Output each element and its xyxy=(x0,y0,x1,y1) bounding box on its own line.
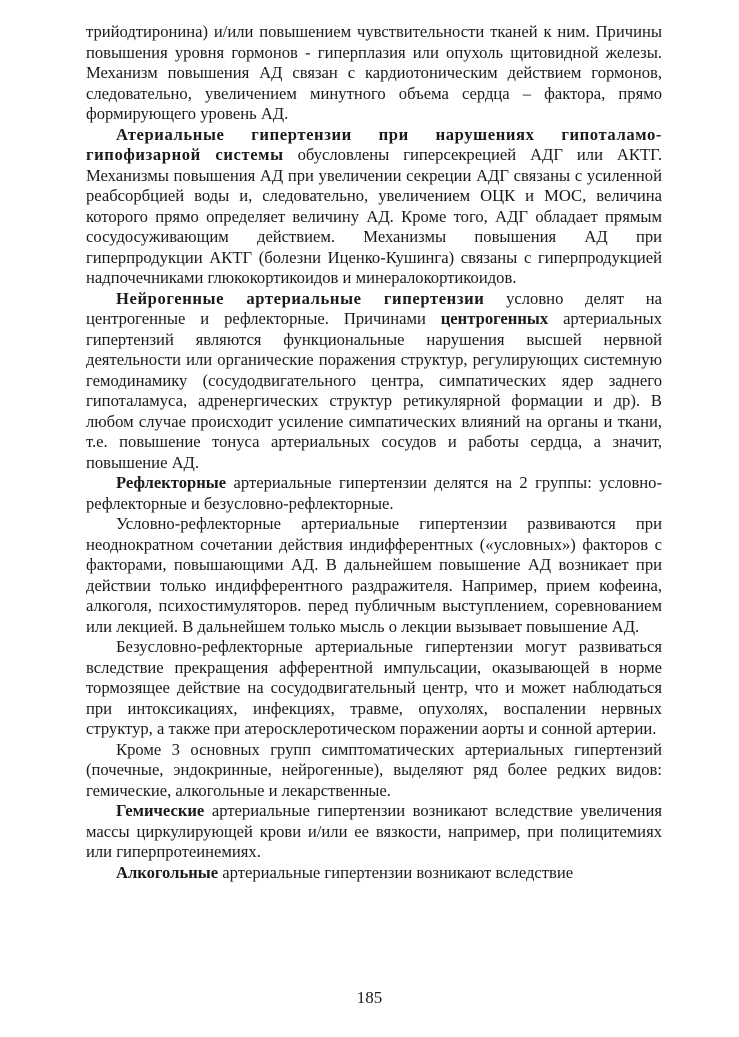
paragraph-text: артериальные гипертензии возникают вследствие xyxy=(218,862,574,882)
term-alcoholic: Алкогольные xyxy=(116,862,219,882)
term-reflex: Рефлекторные xyxy=(116,473,227,492)
paragraph-neurogenic xyxy=(86,289,662,474)
paragraph-unconditioned-reflex xyxy=(86,637,662,740)
paragraph-text: артериальные гипертензии возникают вследствие увеличения массы циркулирующей крови и/или ее вязкости, например, при полицитемиях или гиперпротеинемиях. xyxy=(86,801,662,861)
paragraph-text: условно делят на центрогенные и рефлекторные. Причинами xyxy=(86,288,662,328)
paragraph-hemic xyxy=(86,801,662,863)
paragraph-text: обусловлены гиперсекрецией АДГ или АКТГ. Механизмы повышения АД при увеличении секреции АДГ связаны с усиленной реабсорбцией воды и, следовательно, увеличением ОЦК и МОС, величина которого прямо определяет величину АД. Кроме того, АДГ обладает прямым сосудосуживающим действием. Механизмы повышения АД при гиперпродукции АКТГ (болезни Иценко-Кушинга) связаны с гиперпродукцией надпочечниками глюкокортикоидов и минералокортикоидов. xyxy=(86,145,662,287)
term-hemic: Гемические xyxy=(116,801,205,820)
term-centrogenic: центрогенных xyxy=(440,309,549,328)
paragraph-text: трийодтиронина) и/или повышением чувствительности тканей к ним. Причины повышения уровня гормонов - гиперплазия или опухоль щитовидной железы. Механизм повышения АД связан с кардиотоническим действием гормонов, следовательно, увеличением минутного объема сердца – фактора, прямо формирующего уровень АД. xyxy=(86,22,662,123)
paragraph-thyroid-continuation xyxy=(86,22,662,125)
page-number: 185 xyxy=(356,988,383,1007)
paragraph-text: Условно-рефлекторные артериальные гипертензии развиваются при неоднократном сочетании действия индифферентных («условных») факторов с факторами, повышающими АД. В дальнейшем повышение АД возникает при действии только индифферентного раздражителя. Например, прием кофеина, алкоголя, психостимуляторов. перед публичным выступлением, соревнованием или лекцией. В дальнейшем только мысль о лекции вызывает повышение АД. xyxy=(86,514,662,636)
paragraph-conditioned-reflex xyxy=(86,514,662,637)
paragraph-text: артериальные гипертензии делятся на 2 группы: условно-рефлекторные и безусловно-рефлекторные. xyxy=(86,473,662,513)
paragraph-text: Безусловно-рефлекторные артериальные гипертензии могут развиваться вследствие прекращения афферентной импульсации, оказывающей в норме тормозящее действие на сосудодвигательный центр, что и может наблюдаться при интоксикациях, инфекциях, травме, опухолях, воспалении нервных структур, а также при атеросклеротическом поражении аорты и сонной артерии. xyxy=(86,637,662,738)
paragraph-alcoholic xyxy=(86,863,662,884)
document-page xyxy=(86,22,662,883)
term-hypothalamic-hypertension: Атериальные гипертензии при нарушениях гипоталамо-гипофизарной системы xyxy=(86,124,662,164)
paragraph-hypothalamic xyxy=(86,125,662,289)
term-neurogenic-hypertension: Нейрогенные артериальные гипертензии xyxy=(116,288,485,308)
paragraph-text: Кроме 3 основных групп симптоматических артериальных гипертензий (почечные, эндокринные, нейрогенные), выделяют ряд более редких видов: гемические, алкогольные и лекарственные. xyxy=(86,739,662,800)
paragraph-reflex xyxy=(86,473,662,514)
paragraph-text: артериальных гипертензий являются функциональные нарушения высшей нервной деятельности или органические поражения структур, регулирующих системную гемодинамику (сосудодвигательного центра, симпатических ядер заднего гипоталамуса, адренергических структур ретикулярной формации и др). В любом случае происходит усиление симпатических влияний на органы и ткани, т.е. повышение тонуса артериальных сосудов и работы сердца, а значит, повышение АД. xyxy=(86,309,662,472)
paragraph-rare-types xyxy=(86,740,662,802)
